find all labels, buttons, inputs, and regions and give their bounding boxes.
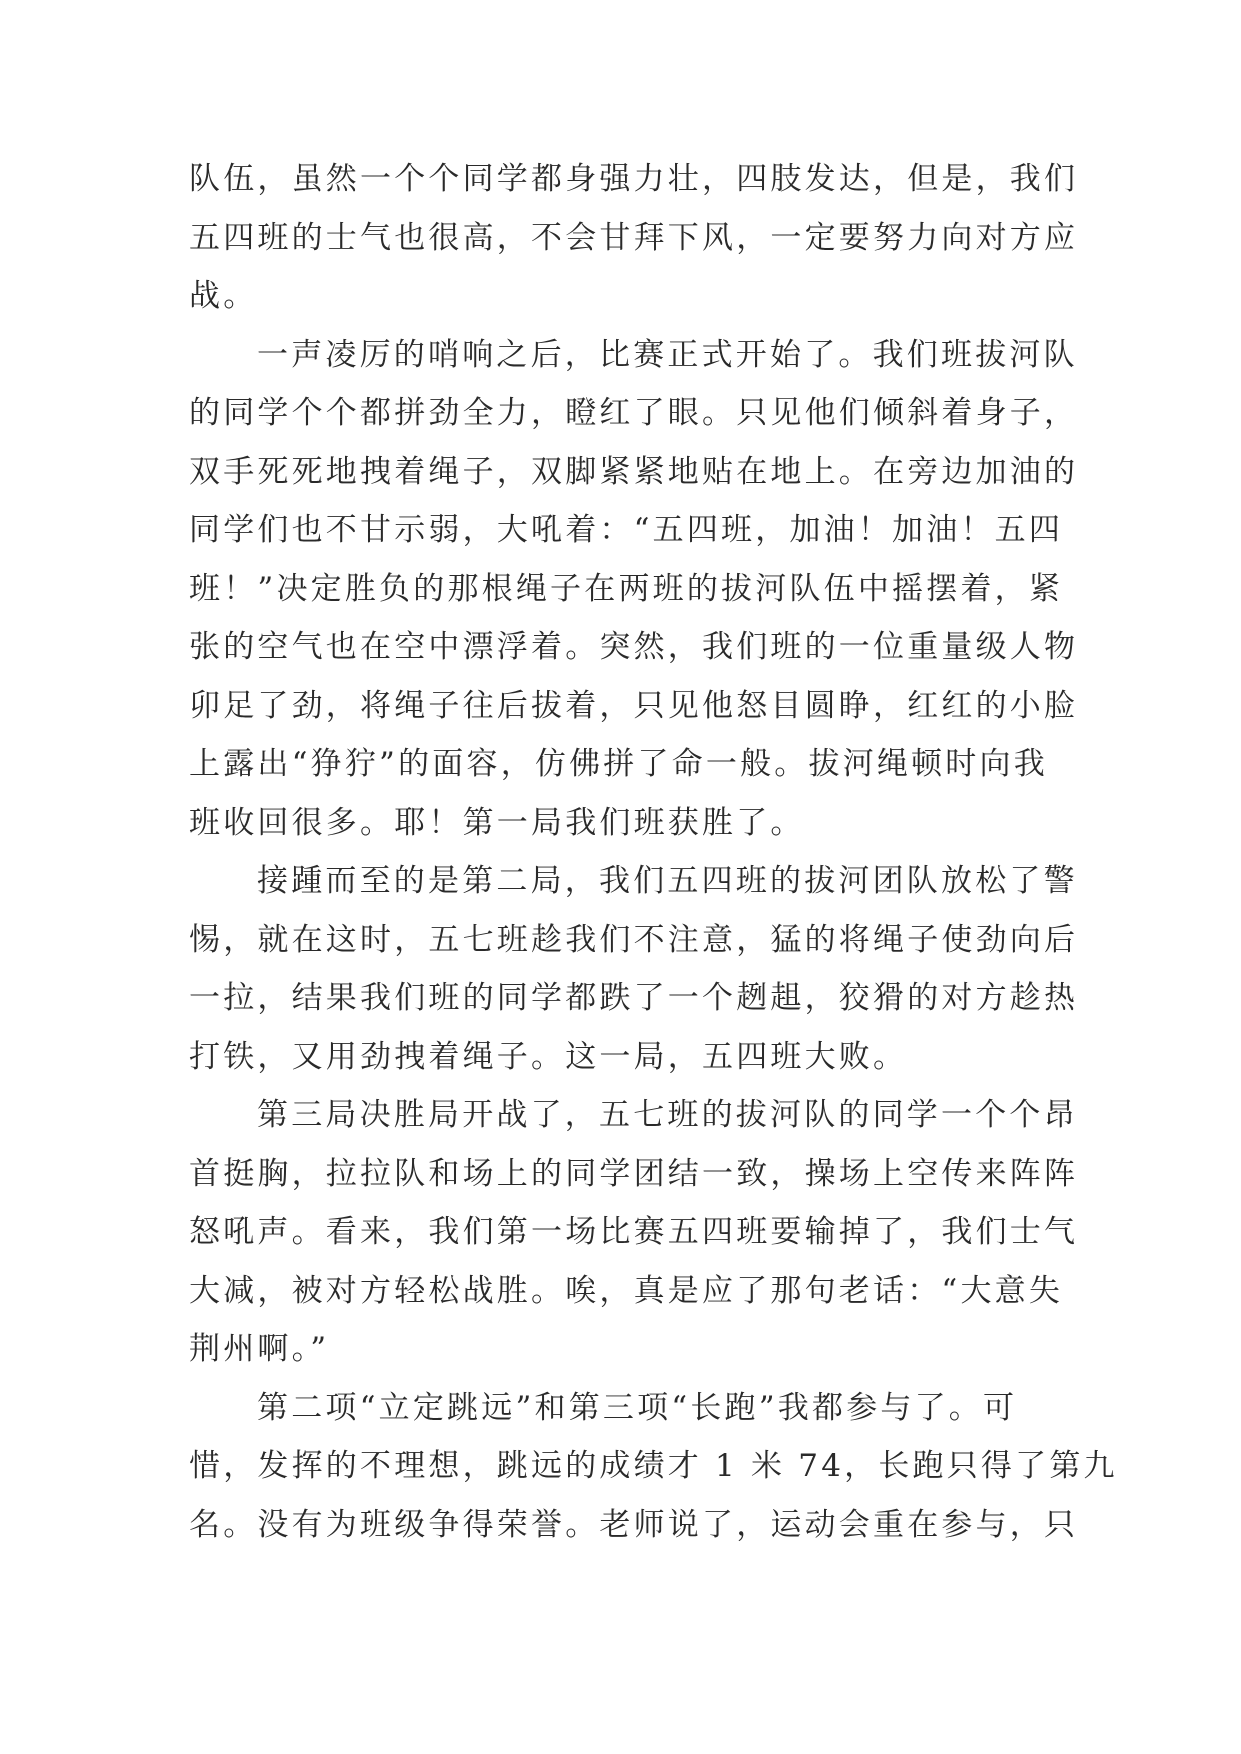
- text-line: 卯足了劲，将绳子往后拔着，只见他怒目圆睁，红红的小脸: [189, 687, 1079, 724]
- text-line: 怒吼声。看来，我们第一场比赛五四班要输掉了，我们士气: [189, 1214, 1079, 1250]
- text-line: 名。没有为班级争得荣誉。老师说了，运动会重在参与，只: [189, 1506, 1079, 1543]
- text-line: 一声凌厉的哨响之后，比赛正式开始了。我们班拔河队: [257, 336, 1078, 373]
- text-line: 惕，就在这时，五七班趁我们不注意，猛的将绳子使劲向后: [189, 921, 1079, 958]
- text-line: 首挺胸，拉拉队和场上的同学团结一致，操场上空传来阵阵: [189, 1155, 1079, 1192]
- text-line: 班！”决定胜负的那根绳子在两班的拔河队伍中摇摆着，紧: [189, 570, 1064, 607]
- text-line: 惜，发挥的不理想，跳远的成绩才 1 米 74，长跑只得了第九: [189, 1448, 1118, 1484]
- text-line: 一拉，结果我们班的同学都跌了一个趔趄，狡猾的对方趁热: [189, 980, 1079, 1016]
- text-line: 五四班的士气也很高，不会甘拜下风，一定要努力向对方应: [189, 219, 1079, 256]
- text-line: 打铁，又用劲拽着绳子。这一局，五四班大败。: [189, 1038, 908, 1075]
- text-line: 班收回很多。耶！第一局我们班获胜了。: [189, 804, 805, 841]
- text-line: 接踵而至的是第二局，我们五四班的拔河团队放松了警: [257, 863, 1078, 899]
- text-line: 的同学个个都拼劲全力，瞪红了眼。只见他们倾斜着身子，: [189, 395, 1079, 431]
- text-line: 上露出“狰狞”的面容，仿佛拼了命一般。拔河绳顿时向我: [189, 746, 1048, 782]
- text-line: 同学们也不甘示弱，大吼着：“五四班，加油！加油！五四: [189, 512, 1064, 548]
- text-line: 第二项“立定跳远”和第三项“长跑”我都参与了。可: [257, 1389, 1018, 1426]
- text-line: 张的空气也在空中漂浮着。突然，我们班的一位重量级人物: [189, 629, 1079, 665]
- text-line: 双手死死地拽着绳子，双脚紧紧地贴在地上。在旁边加油的: [189, 453, 1079, 490]
- text-line: 大减，被对方轻松战胜。唉，真是应了那句老话：“大意失: [189, 1272, 1064, 1309]
- document-body: [189, 150, 1118, 1554]
- text-line: 战。: [189, 278, 258, 314]
- text-line: 第三局决胜局开战了，五七班的拔河队的同学一个个昂: [257, 1097, 1078, 1133]
- text-line: 队伍，虽然一个个同学都身强力壮，四肢发达，但是，我们: [189, 161, 1079, 197]
- text-line: 荆州啊。”: [189, 1331, 330, 1367]
